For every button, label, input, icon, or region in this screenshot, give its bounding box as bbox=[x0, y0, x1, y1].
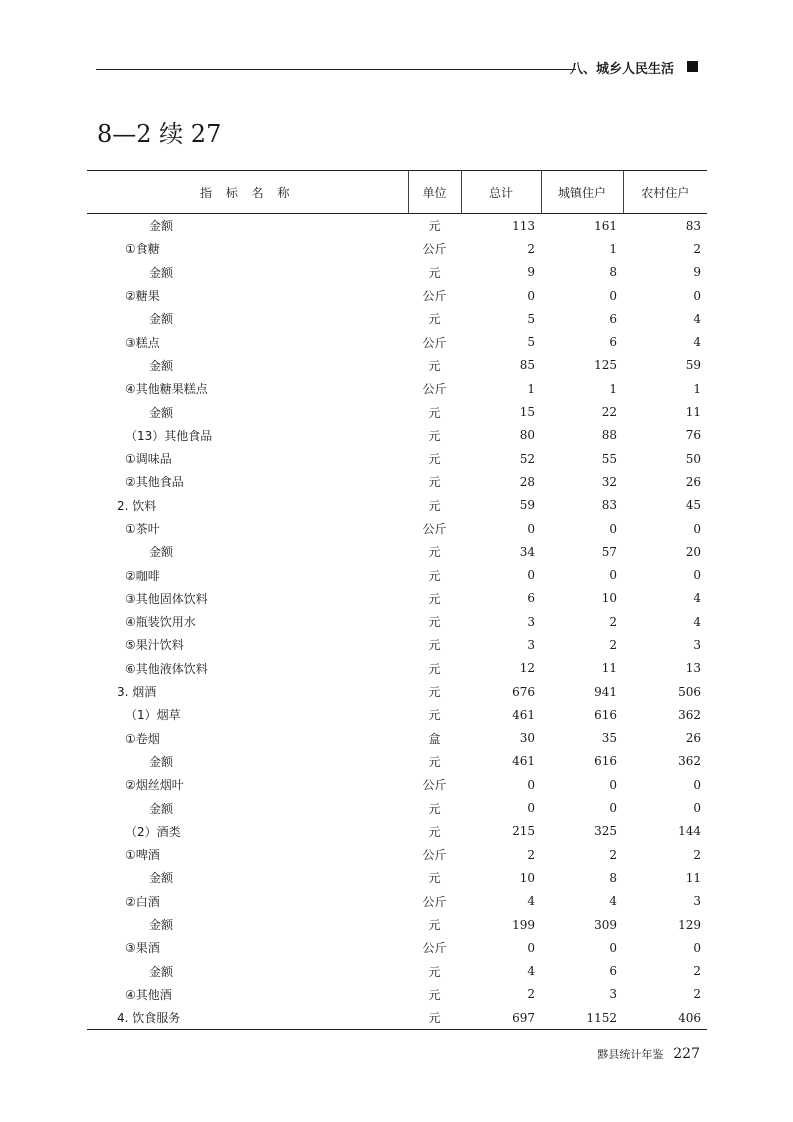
row-unit: 元 bbox=[428, 591, 441, 606]
row-urban: 161 bbox=[594, 218, 617, 233]
row-rural: 45 bbox=[685, 498, 701, 513]
table-row bbox=[87, 284, 707, 307]
row-unit: 元 bbox=[428, 265, 441, 280]
row-total: 6 bbox=[527, 591, 535, 606]
row-urban: 4 bbox=[609, 894, 617, 909]
row-unit: 元 bbox=[428, 824, 441, 839]
row-rural: 26 bbox=[685, 731, 701, 746]
table-row bbox=[87, 447, 707, 470]
row-unit: 元 bbox=[428, 498, 441, 513]
row-rural: 2 bbox=[693, 964, 701, 979]
row-urban: 1 bbox=[609, 241, 617, 256]
row-rural: 0 bbox=[693, 288, 701, 303]
row-total: 30 bbox=[519, 731, 535, 746]
row-rural: 362 bbox=[678, 754, 701, 769]
row-total: 4 bbox=[527, 894, 535, 909]
row-urban: 10 bbox=[601, 591, 617, 606]
row-total: 0 bbox=[527, 940, 535, 955]
row-total: 59 bbox=[519, 498, 535, 513]
row-rural: 1 bbox=[693, 381, 701, 396]
row-urban: 2 bbox=[609, 847, 617, 862]
row-rural: 2 bbox=[693, 847, 701, 862]
row-unit: 公斤 bbox=[422, 242, 447, 257]
row-name: ⑤果汁饮料 bbox=[125, 638, 184, 653]
row-unit: 公斤 bbox=[422, 941, 447, 956]
row-urban: 941 bbox=[594, 684, 617, 699]
row-urban: 2 bbox=[609, 637, 617, 652]
column-header-indicator: 指 标 名 称 bbox=[87, 171, 408, 214]
row-rural: 2 bbox=[693, 987, 701, 1002]
row-name: 金额 bbox=[149, 312, 174, 327]
table-row bbox=[87, 703, 707, 726]
row-total: 85 bbox=[519, 358, 535, 373]
row-unit: 元 bbox=[428, 568, 441, 583]
row-rural: 2 bbox=[693, 241, 701, 256]
row-name: 金额 bbox=[149, 871, 174, 886]
row-unit: 元 bbox=[428, 638, 441, 653]
row-urban: 309 bbox=[594, 917, 617, 932]
row-unit: 元 bbox=[428, 964, 441, 979]
row-total: 461 bbox=[512, 707, 535, 722]
row-name: ②烟丝烟叶 bbox=[125, 778, 184, 793]
row-name: 金额 bbox=[149, 801, 174, 816]
row-rural: 9 bbox=[693, 265, 701, 280]
row-name: ④瓶装饮用水 bbox=[125, 615, 196, 630]
table-row bbox=[87, 517, 707, 540]
row-name: ①茶叶 bbox=[125, 522, 160, 536]
row-total: 4 bbox=[527, 964, 535, 979]
row-name: 4. 饮食服务 bbox=[87, 1006, 408, 1030]
row-unit: 元 bbox=[428, 312, 441, 327]
column-header-rural: 农村住户 bbox=[623, 171, 707, 214]
row-unit: 元 bbox=[428, 475, 441, 490]
row-rural: 406 bbox=[623, 1006, 707, 1030]
page-footer bbox=[597, 1046, 700, 1062]
row-total: 3 bbox=[527, 637, 535, 652]
row-unit: 公斤 bbox=[422, 382, 447, 397]
row-total: 461 bbox=[512, 754, 535, 769]
row-rural: 20 bbox=[685, 544, 701, 559]
row-rural: 59 bbox=[685, 358, 701, 373]
row-unit: 元 bbox=[428, 615, 441, 630]
table-row bbox=[87, 960, 707, 983]
table-row bbox=[87, 820, 707, 843]
row-urban: 0 bbox=[609, 521, 617, 536]
row-unit: 元 bbox=[428, 871, 441, 886]
running-header bbox=[96, 58, 700, 76]
row-total: 34 bbox=[519, 544, 535, 559]
table-row bbox=[87, 866, 707, 889]
row-rural: 13 bbox=[685, 661, 701, 676]
row-rural: 11 bbox=[685, 870, 701, 885]
row-name: （13）其他食品 bbox=[125, 428, 213, 443]
statistics-table bbox=[87, 170, 707, 1030]
square-marker-icon bbox=[687, 61, 698, 72]
row-name: 2. 饮料 bbox=[117, 498, 157, 513]
table-row bbox=[87, 983, 707, 1006]
table-row bbox=[87, 470, 707, 493]
row-urban: 6 bbox=[609, 311, 617, 326]
row-name: 金额 bbox=[149, 358, 174, 373]
row-unit: 元 bbox=[428, 918, 441, 933]
row-total: 113 bbox=[512, 218, 535, 233]
column-header-total: 总计 bbox=[461, 171, 541, 214]
row-urban: 83 bbox=[601, 498, 617, 513]
row-urban: 55 bbox=[601, 451, 617, 466]
table-row bbox=[87, 214, 707, 238]
row-unit: 公斤 bbox=[422, 289, 447, 304]
row-rural: 11 bbox=[685, 405, 701, 420]
row-urban: 6 bbox=[609, 335, 617, 350]
row-unit: 元 bbox=[428, 801, 441, 816]
row-name: ③糕点 bbox=[125, 335, 160, 350]
row-rural: 3 bbox=[693, 894, 701, 909]
row-rural: 4 bbox=[693, 335, 701, 350]
table-row bbox=[87, 936, 707, 959]
row-urban: 1 bbox=[609, 381, 617, 396]
row-urban: 3 bbox=[609, 987, 617, 1002]
row-name: ③其他固体饮料 bbox=[125, 591, 208, 606]
table-row bbox=[87, 494, 707, 517]
row-urban: 0 bbox=[609, 288, 617, 303]
row-unit: 元 bbox=[428, 685, 441, 700]
row-unit: 元 bbox=[428, 405, 441, 420]
table-row bbox=[87, 610, 707, 633]
table-row bbox=[87, 633, 707, 656]
row-urban: 0 bbox=[609, 801, 617, 816]
table-row bbox=[87, 890, 707, 913]
table-row bbox=[87, 1006, 707, 1030]
column-header-urban: 城镇住户 bbox=[541, 171, 623, 214]
row-rural: 0 bbox=[693, 521, 701, 536]
row-urban: 8 bbox=[609, 870, 617, 885]
column-header-unit: 单位 bbox=[408, 171, 461, 214]
page-number: 227 bbox=[673, 1046, 700, 1062]
row-total: 5 bbox=[527, 311, 535, 326]
row-urban: 32 bbox=[601, 474, 617, 489]
table-row bbox=[87, 330, 707, 353]
row-total: 676 bbox=[512, 684, 535, 699]
row-urban: 125 bbox=[594, 358, 617, 373]
row-total: 1 bbox=[527, 381, 535, 396]
row-total: 215 bbox=[512, 824, 535, 839]
row-name: ⑥其他液体饮料 bbox=[125, 661, 208, 676]
row-urban: 57 bbox=[601, 544, 617, 559]
table-title: 8—2 续 27 bbox=[97, 120, 222, 148]
row-rural: 0 bbox=[693, 568, 701, 583]
row-rural: 4 bbox=[693, 591, 701, 606]
row-rural: 506 bbox=[678, 684, 701, 699]
table-row bbox=[87, 750, 707, 773]
row-total: 0 bbox=[527, 801, 535, 816]
row-rural: 50 bbox=[685, 451, 701, 466]
table-row bbox=[87, 680, 707, 703]
row-unit: 公斤 bbox=[422, 848, 447, 863]
row-urban: 11 bbox=[601, 661, 617, 676]
row-name: （1）烟草 bbox=[125, 708, 181, 723]
table-row bbox=[87, 400, 707, 423]
row-urban: 616 bbox=[594, 707, 617, 722]
row-name: ①啤酒 bbox=[125, 848, 160, 863]
row-unit: 元 bbox=[428, 452, 441, 467]
row-rural: 76 bbox=[685, 428, 701, 443]
row-unit: 公斤 bbox=[422, 335, 447, 350]
row-unit: 公斤 bbox=[422, 522, 447, 536]
row-total: 9 bbox=[527, 265, 535, 280]
row-unit: 盒 bbox=[428, 731, 441, 746]
row-total: 80 bbox=[519, 428, 535, 443]
row-name: 3. 烟酒 bbox=[117, 685, 157, 700]
row-total: 52 bbox=[519, 451, 535, 466]
row-total: 199 bbox=[512, 917, 535, 932]
table-row bbox=[87, 540, 707, 563]
table-row bbox=[87, 354, 707, 377]
row-urban: 88 bbox=[601, 428, 617, 443]
table-header-row bbox=[87, 171, 707, 214]
row-rural: 3 bbox=[693, 637, 701, 652]
row-rural: 4 bbox=[693, 614, 701, 629]
table-row bbox=[87, 563, 707, 586]
row-rural: 4 bbox=[693, 311, 701, 326]
row-urban: 2 bbox=[609, 614, 617, 629]
header-rule bbox=[96, 69, 576, 70]
row-urban: 0 bbox=[609, 568, 617, 583]
row-unit: 元 bbox=[428, 219, 441, 234]
row-name: 金额 bbox=[149, 545, 174, 560]
section-title: 八、城乡人民生活 bbox=[569, 62, 674, 77]
row-rural: 0 bbox=[693, 801, 701, 816]
row-rural: 26 bbox=[685, 474, 701, 489]
row-total: 0 bbox=[527, 288, 535, 303]
row-total: 0 bbox=[527, 521, 535, 536]
row-urban: 0 bbox=[609, 777, 617, 792]
row-name: （2）酒类 bbox=[125, 824, 181, 839]
row-name: 金额 bbox=[149, 265, 174, 280]
row-urban: 8 bbox=[609, 265, 617, 280]
row-total: 3 bbox=[527, 614, 535, 629]
row-urban: 35 bbox=[601, 731, 617, 746]
row-name: 金额 bbox=[149, 918, 174, 933]
table-row bbox=[87, 796, 707, 819]
row-name: ②其他食品 bbox=[125, 475, 184, 490]
row-unit: 元 bbox=[428, 661, 441, 676]
table-row bbox=[87, 587, 707, 610]
row-total: 10 bbox=[519, 870, 535, 885]
row-unit: 元 bbox=[428, 708, 441, 723]
row-total: 5 bbox=[527, 335, 535, 350]
table-row bbox=[87, 843, 707, 866]
row-name: 金额 bbox=[149, 754, 174, 769]
row-unit: 元 bbox=[428, 987, 441, 1002]
row-name: ④其他糖果糕点 bbox=[125, 382, 208, 397]
row-unit: 公斤 bbox=[422, 778, 447, 793]
table-row bbox=[87, 377, 707, 400]
row-unit: 元 bbox=[428, 754, 441, 769]
row-name: ①食糖 bbox=[125, 242, 160, 257]
row-rural: 129 bbox=[678, 917, 701, 932]
row-name: ②白酒 bbox=[125, 894, 160, 909]
table-row bbox=[87, 657, 707, 680]
table-body bbox=[87, 214, 707, 1030]
table-row bbox=[87, 727, 707, 750]
row-urban: 22 bbox=[601, 405, 617, 420]
row-rural: 362 bbox=[678, 707, 701, 722]
row-name: ①调味品 bbox=[125, 452, 172, 467]
row-total: 28 bbox=[519, 474, 535, 489]
table-row bbox=[87, 424, 707, 447]
table-row bbox=[87, 237, 707, 260]
yearbook-name: 黟县统计年鉴 bbox=[597, 1048, 664, 1061]
row-urban: 325 bbox=[594, 824, 617, 839]
row-total: 0 bbox=[527, 777, 535, 792]
table-row bbox=[87, 261, 707, 284]
row-name: 金额 bbox=[149, 219, 174, 234]
row-total: 2 bbox=[527, 847, 535, 862]
row-name: ②糖果 bbox=[125, 289, 160, 304]
row-urban: 1152 bbox=[541, 1006, 623, 1030]
row-total: 12 bbox=[519, 661, 535, 676]
table-row bbox=[87, 913, 707, 936]
row-name: ③果酒 bbox=[125, 941, 160, 956]
row-unit: 元 bbox=[428, 358, 441, 373]
row-total: 2 bbox=[527, 987, 535, 1002]
row-name: 金额 bbox=[149, 964, 174, 979]
row-total: 2 bbox=[527, 241, 535, 256]
row-rural: 83 bbox=[685, 218, 701, 233]
row-name: 金额 bbox=[149, 405, 174, 420]
row-rural: 0 bbox=[693, 777, 701, 792]
row-unit: 公斤 bbox=[422, 894, 447, 909]
row-urban: 616 bbox=[594, 754, 617, 769]
table-row bbox=[87, 307, 707, 330]
row-name: ②咖啡 bbox=[125, 568, 160, 583]
row-name: ④其他酒 bbox=[125, 987, 172, 1002]
row-urban: 6 bbox=[609, 964, 617, 979]
row-unit: 元 bbox=[428, 545, 441, 560]
row-total: 15 bbox=[519, 405, 535, 420]
row-urban: 0 bbox=[609, 940, 617, 955]
row-name: ①卷烟 bbox=[125, 731, 160, 746]
row-total: 697 bbox=[461, 1006, 541, 1030]
row-rural: 0 bbox=[693, 940, 701, 955]
row-total: 0 bbox=[527, 568, 535, 583]
row-rural: 144 bbox=[678, 824, 701, 839]
row-unit: 元 bbox=[428, 428, 441, 443]
table-row bbox=[87, 773, 707, 796]
row-unit: 元 bbox=[408, 1006, 461, 1030]
